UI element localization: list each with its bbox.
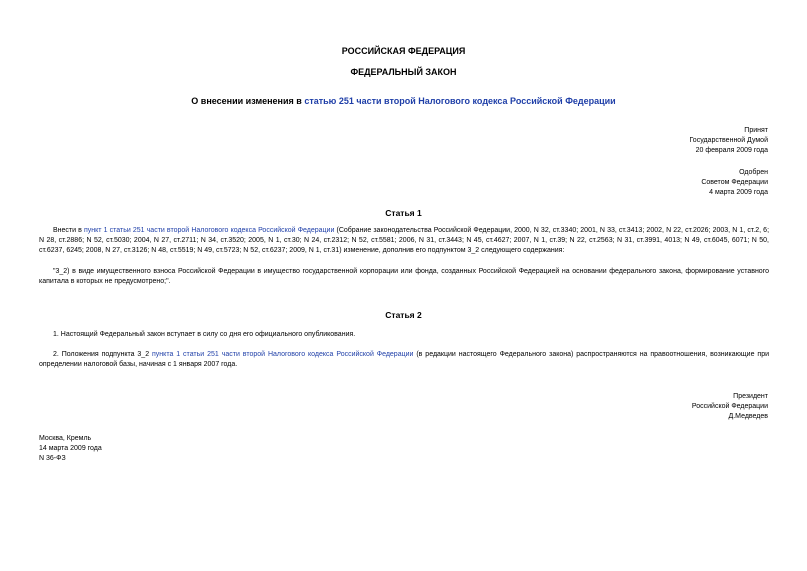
article2-p2-rest: (в редакции настоящего Федерального закона) распространяются на правоотношения, возникающие при определении налоговой базы, начиная с 1 января 2007 года. <box>39 351 769 368</box>
article1-paragraph1 <box>39 226 769 256</box>
article2-p2-link[interactable]: пункта 1 статьи 251 части второй Налогового кодекса Российской Федерации <box>152 351 414 358</box>
signature-line2: Российской Федерации <box>691 403 768 410</box>
adopted-block <box>689 126 768 156</box>
footer-date: 14 марта 2009 года <box>39 445 102 452</box>
approved-line1: Одобрен <box>739 169 768 176</box>
article1-heading: Статья 1 <box>385 208 422 218</box>
approved-line3: 4 марта 2009 года <box>709 189 768 196</box>
approved-block <box>701 168 768 198</box>
article2-p2-prefix: 2. Положения подпункта 3_2 <box>53 351 153 358</box>
article1-p1-prefix: Внести в <box>53 227 84 234</box>
adopted-line3: 20 февраля 2009 года <box>695 147 768 154</box>
header-country: РОССИЙСКАЯ ФЕДЕРАЦИЯ <box>341 46 466 56</box>
signature-block <box>692 392 768 422</box>
article1-paragraph2: "3_2) в виде имущественного взноса Российской Федерации в имущество государственной корпорации или фонда, созданных Российской Федерацией на основании федерального закона, формирование уставного капитала в которых не предусмотрено;". <box>39 268 769 285</box>
approved-line2: Советом Федерации <box>701 179 768 186</box>
article2-paragraph2 <box>39 350 769 370</box>
signature-line3: Д.Медведев <box>728 413 768 420</box>
adopted-line1: Принят <box>744 127 768 134</box>
title-link[interactable]: статью 251 части второй Налогового кодекса Российской Федерации <box>304 96 616 106</box>
adopted-line2: Государственной Думой <box>689 137 768 144</box>
header-law-type: ФЕДЕРАЛЬНЫЙ ЗАКОН <box>350 67 457 77</box>
footer-place: Москва, Кремль <box>39 435 92 442</box>
title-prefix: О внесении изменения в <box>191 96 305 106</box>
article1-p1-link[interactable]: пункт 1 статьи 251 части второй Налогового кодекса Российской Федерации <box>84 227 335 234</box>
footer-block <box>39 434 102 464</box>
article1-p1-rest: (Собрание законодательства Российской Федерации, 2000, N 32, ст.3340; 2001, N 33, ст.3413; 2002, N 22, ст.2026; 2003, N 1, ст.2, 6; N 28, ст.2886; N 52, ст.5030; 2004, N 27, ст.2711; N 34, ст.3520; 2005, N 1, ст.30; N 24, ст.2312; N 52, ст.5581; 2006, N 31, ст.3443; N 45, ст.4627; 2007, N 1, ст.39; N 22, ст.2563; N 31, ст.3991, 4013; N 49, ст.6045, 6071; N 50, ст.6237, 6245; 2008, N 27, ст.3126; N 48, ст.5519; N 49, ст.5723; N 52, ст.6237; 2009, N 1, ст.31) изменение, дополнив его подпунктом 3_2 следующего содержания: <box>39 227 770 254</box>
article2-paragraph1: 1. Настоящий Федеральный закон вступает в силу со дня его официального опубликования. <box>53 331 356 338</box>
footer-number: N 36-ФЗ <box>39 455 66 462</box>
signature-line1: Президент <box>733 393 768 400</box>
document-title <box>0 96 807 106</box>
article2-heading: Статья 2 <box>385 310 422 320</box>
